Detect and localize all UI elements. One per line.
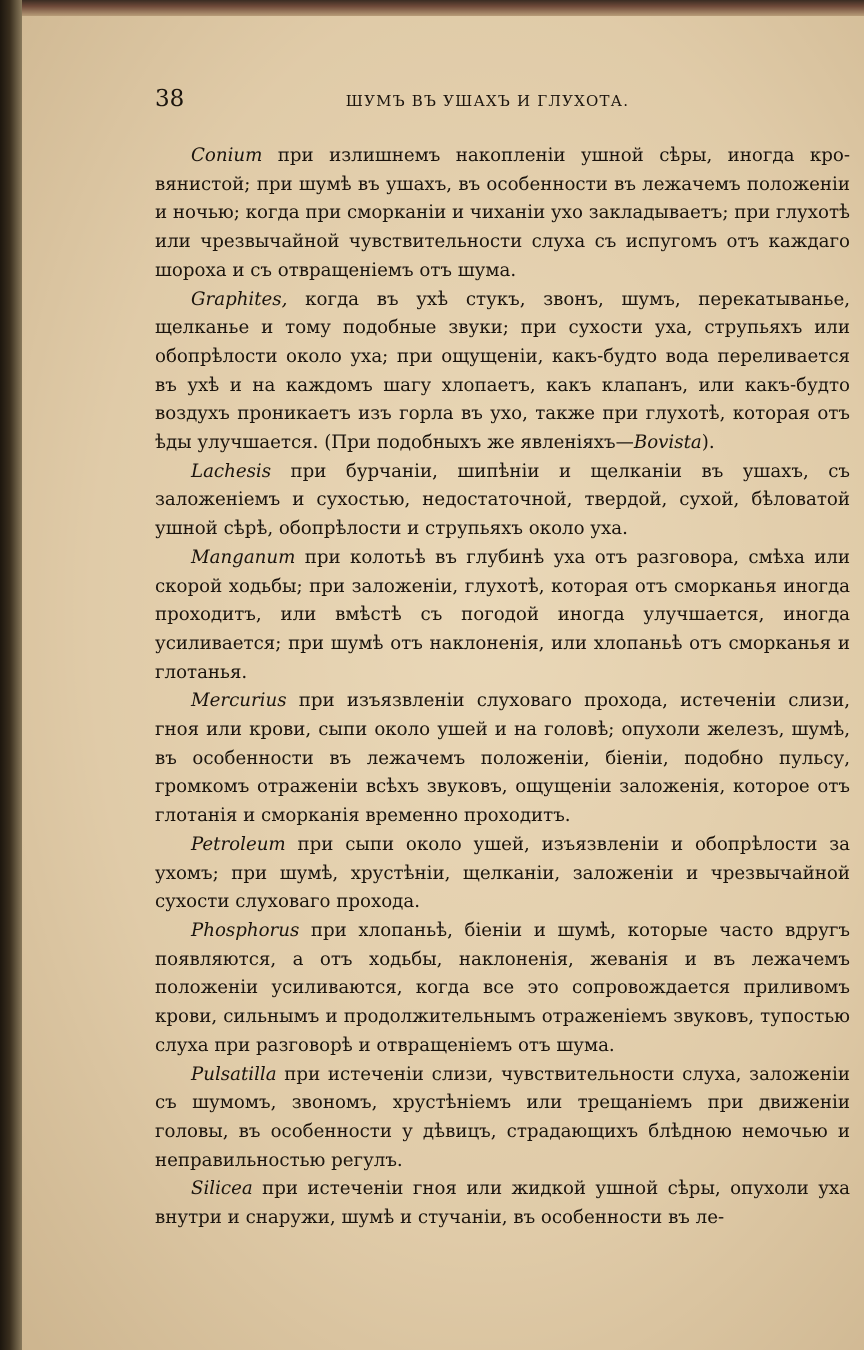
remedy-name: Pulsatilla — [191, 1063, 277, 1085]
running-title: ШУМЪ ВЪ УШАХЪ И ГЛУХОТА. — [345, 92, 630, 110]
paragraph-phosphorus — [155, 917, 850, 1061]
remedy-name: Phosphorus — [191, 919, 300, 941]
paragraph-text: при истеченіи гноя или жидкой ушной сѣры, опухоли уха внутри и снаружи, шумѣ и стучаніи, въ особенности въ ле- — [155, 1178, 850, 1229]
remedy-name: Silicea — [191, 1178, 253, 1200]
remedy-name: Manganum — [191, 546, 296, 568]
paragraph-lachesis — [155, 458, 850, 544]
paragraph-text: при хлопаньѣ, біеніи и шумѣ, которые часто вдругъ появляются, а отъ ходьбы, наклоненія, жеванія и въ лежачемъ положеніи усиливаются, когда все это сопровождается приливомъ крови, сильнымъ и продолжительнымъ отраженіемъ звуковъ, тупостью слуха при разговорѣ и отвращеніемъ отъ шума. — [155, 919, 850, 1056]
paragraph-text: когда въ ухѣ стукъ, звонъ, шумъ, перекатыванье, щелканье и тому подобные звуки; при сухости уха, струпьяхъ или обопрѣлости около уха; при ощущеніи, какъ-будто вода переливается въ ухѣ и на каждомъ шагу хлопаетъ, какъ клапанъ, или какъ-будто воздухъ проникаетъ изъ горла въ ухо, также при глухотѣ, которая отъ ѣды улучшается. (При подобныхъ же явленіяхъ— — [155, 288, 850, 454]
remedy-name: Graphites, — [191, 288, 288, 310]
page-header — [155, 86, 850, 120]
remedy-name: Petroleum — [191, 833, 286, 855]
remedy-name-inline: Bovista — [633, 432, 702, 454]
paragraph-text: при излишнемъ накопленіи ушной сѣры, иногда кровянистой; при шумѣ въ ушахъ, въ особенности въ лежачемъ положеніи и ночью; когда при сморканіи и чиханіи ухо закладываетъ; при глухотѣ или чрезвычайной чувствительности слуха съ испугомъ отъ каждаго шороха и съ отвращеніемъ отъ шума. — [155, 145, 850, 281]
paragraph-text: при истеченіи слизи, чувствительности слуха, заложеніи съ шумомъ, звономъ, хрустѣніемъ или трещаніемъ при движеніи головы, въ особенности у дѣвицъ, страдающихъ блѣдною немочью и неправильностью регулъ. — [155, 1063, 850, 1171]
paragraph-silicea — [155, 1175, 850, 1232]
paragraph-pulsatilla — [155, 1061, 850, 1176]
paragraph-graphites — [155, 286, 850, 458]
cover-edge — [22, 0, 864, 16]
paragraph-conium — [155, 142, 850, 286]
paragraph-text: при бурчаніи, шипѣніи и щелканіи въ ушахъ, съ заложеніемъ и сухостью, недостаточной, твердой, сухой, бѣловатой ушной сѣрѣ, обопрѣлости и струпьяхъ около уха. — [155, 460, 850, 540]
paragraph-manganum — [155, 544, 850, 688]
remedy-name: Conium — [191, 145, 263, 166]
page-body — [155, 142, 850, 1233]
page-number: 38 — [155, 86, 185, 112]
paragraph-petroleum — [155, 831, 850, 917]
paragraph-mercurius — [155, 687, 850, 831]
remedy-name: Mercurius — [191, 690, 287, 712]
remedy-name: Lachesis — [191, 460, 272, 482]
paragraph-text: при изъязвленіи слуховаго прохода, истеченіи слизи, гноя или крови, сыпи около ушей и на головѣ; опухоли железъ, шумѣ, въ особенности въ лежачемъ положеніи, біеніи, подобно пульсу, громкомъ отраженіи всѣхъ звуковъ, ощущеніи заложенія, которое отъ глотанія и сморканія временно проходитъ. — [155, 690, 850, 827]
paragraph-text-end: ). — [701, 432, 715, 454]
paragraph-text: при сыпи около ушей, изъязвленіи и обопрѣлости за ухомъ; при шумѣ, хрустѣніи, щелканіи, заложеніи и чрезвычайной сухости слуховаго прохода. — [155, 833, 850, 913]
book-spine-shadow — [0, 0, 22, 1350]
paragraph-text: при колотьѣ въ глубинѣ уха отъ разговора, смѣха или скорой ходьбы; при заложеніи, глухотѣ, которая отъ сморканья иногда проходитъ, или вмѣстѣ съ погодой иногда улучшается, иногда усиливается; при шумѣ отъ наклоненія, или хлопаньѣ отъ сморканья и глотанья. — [155, 546, 850, 683]
